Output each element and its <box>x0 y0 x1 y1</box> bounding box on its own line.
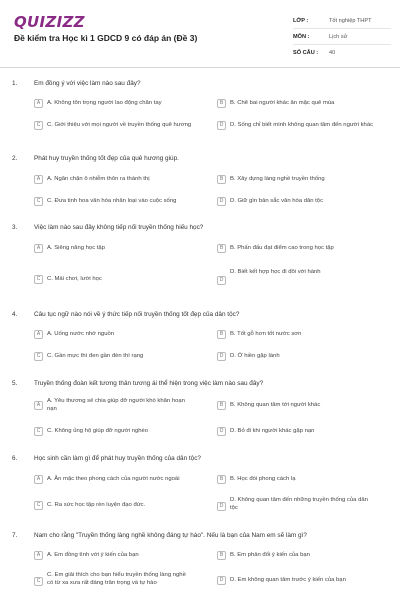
option-text: B. Xây dựng làng nghề truyền thống <box>230 176 325 182</box>
option-badge: D <box>217 197 226 206</box>
info-value: Lịch sử <box>329 33 348 40</box>
option-d[interactable] <box>217 353 375 361</box>
info-key: SỐ CÂU : <box>293 49 319 56</box>
option-badge: C <box>34 121 43 130</box>
option-badge: A <box>34 551 43 560</box>
option-text: C. Ra sức học tập rèn luyện đạo đức. <box>47 502 146 508</box>
option-a[interactable] <box>34 552 192 560</box>
option-text: A. Không tôn trọng người lao động chân tay <box>47 100 162 106</box>
option-text: D. Sống chỉ biết mình không quan tâm đến người khác <box>230 122 374 128</box>
option-d[interactable] <box>217 122 375 130</box>
question-number: 6. <box>12 455 18 462</box>
question-text: Việc làm nào sau đây không tiếp nối truyền thống hiếu học? <box>34 224 204 231</box>
option-b[interactable] <box>217 331 375 339</box>
option-badge: B <box>217 551 226 560</box>
option-badge: A <box>34 401 43 410</box>
option-badge: D <box>217 121 226 130</box>
question-number: 5. <box>12 380 18 387</box>
question-number: 2. <box>12 155 18 162</box>
info-row-class <box>293 13 391 29</box>
option-a[interactable] <box>34 476 192 484</box>
question-number: 7. <box>12 532 18 539</box>
question-number: 1. <box>12 80 18 87</box>
option-c[interactable] <box>34 353 192 361</box>
option-text: B. Chê bai người khác ăn mặc quê mùa <box>230 100 335 106</box>
option-text: A. Ngăn chặn ô nhiễm thôn ra thành thị <box>47 176 150 182</box>
option-text: B. Em phản đối ý kiến của bạn <box>230 552 310 558</box>
option-badge: A <box>34 244 43 253</box>
option-c[interactable] <box>34 122 192 130</box>
option-c[interactable] <box>34 198 192 206</box>
option-badge: A <box>34 330 43 339</box>
option-badge: C <box>34 577 43 586</box>
option-d[interactable] <box>217 428 375 436</box>
option-d[interactable] <box>217 198 375 206</box>
option-text: B. Phấn đấu đạt điểm cao trong học tập <box>230 245 334 251</box>
option-text: D. Em không quan tâm trước ý kiến của bạn <box>230 577 346 583</box>
option-text: C. Mải chơi, lười học <box>47 276 102 282</box>
option-badge: B <box>217 330 226 339</box>
option-c[interactable] <box>34 276 192 284</box>
option-text: D. Không quan tâm đến những truyền thống của dân tộc <box>230 497 368 511</box>
option-b[interactable] <box>217 402 375 410</box>
question-text: Nam cho rằng "Truyền thống làng nghề không đáng tự hào". Nếu là bạn của Nam em sẽ làm gì? <box>34 532 307 539</box>
header-divider <box>0 67 400 68</box>
option-text: A. Ăn mặc theo phong cách của người nước ngoài <box>47 476 180 482</box>
question-number: 4. <box>12 311 18 318</box>
option-b[interactable] <box>217 245 375 253</box>
option-text: B. Học đòi phong cách lạ <box>230 476 296 482</box>
option-badge: B <box>217 475 226 484</box>
option-a[interactable] <box>34 398 192 414</box>
option-badge: A <box>34 99 43 108</box>
info-value: Tốt nghiệp THPT <box>329 17 372 24</box>
option-text: C. Gần mực thì đen gần đèn thì rạng <box>47 353 144 359</box>
option-a[interactable] <box>34 331 192 339</box>
option-a[interactable] <box>34 245 192 253</box>
question-number: 3. <box>12 224 18 231</box>
option-badge: A <box>34 175 43 184</box>
info-panel <box>293 13 391 60</box>
option-text: A. Yêu thương sẻ chia giúp đỡ người khó khăn hoạn nạn <box>47 398 185 412</box>
question-text: Em đồng ý với việc làm nào sau đây? <box>34 80 141 87</box>
option-badge: D <box>217 576 226 585</box>
option-badge: B <box>217 244 226 253</box>
option-d[interactable] <box>217 577 375 585</box>
option-a[interactable] <box>34 176 192 184</box>
option-badge: B <box>217 401 226 410</box>
option-text: D. Giữ gìn bản sắc văn hóa dân tộc <box>230 198 324 204</box>
option-text: A. Siêng năng học tập <box>47 245 105 251</box>
option-badge: D <box>217 352 226 361</box>
question-text: Phát huy truyền thống tốt đẹp của quê hương giúp. <box>34 155 179 162</box>
option-badge: D <box>217 276 226 285</box>
option-text: D. Biết kết hợp học đi đôi với hành <box>230 269 321 275</box>
info-key: MÔN : <box>293 33 310 40</box>
page-title: Đề kiểm tra Học kì 1 GDCD 9 có đáp án (Đề 3) <box>14 33 198 43</box>
option-text: A. Em đồng tình với ý kiến của bạn <box>47 552 139 558</box>
option-text: C. Giới thiệu với mọi người về truyền thống quê hương <box>47 122 192 128</box>
option-badge: D <box>217 502 226 511</box>
option-badge: C <box>34 352 43 361</box>
option-badge: A <box>34 475 43 484</box>
info-value: 40 <box>329 49 336 56</box>
info-row-count <box>293 45 391 60</box>
option-text: C. Đưa tinh hoa văn hóa nhân loại vào cuộc sống <box>47 198 177 204</box>
option-a[interactable] <box>34 100 192 108</box>
option-badge: D <box>217 427 226 436</box>
option-c[interactable] <box>34 502 192 510</box>
question-text: Câu tục ngữ nào nói về ý thức tiếp nối truyền thống tốt đẹp của dân tộc? <box>34 311 240 318</box>
question-text: Truyền thống đoàn kết tương thân tương ái thể hiện trong việc làm nào sau đây? <box>34 380 264 387</box>
option-text: A. Uống nước nhớ nguồn <box>47 331 115 337</box>
option-d[interactable] <box>217 497 375 513</box>
option-badge: B <box>217 175 226 184</box>
option-b[interactable] <box>217 176 375 184</box>
option-badge: C <box>34 197 43 206</box>
option-text: C. Không ủng hộ giúp đỡ người nghèo <box>47 428 149 434</box>
info-row-subject <box>293 29 391 45</box>
option-text: D. Bỏ đi khi người khác gặp nạn <box>230 428 315 434</box>
option-badge: C <box>34 427 43 436</box>
option-badge: B <box>217 99 226 108</box>
option-text: D. Ở hiền gặp lành <box>230 353 280 359</box>
option-text: B. Tốt gỗ hơn tốt nước sơn <box>230 331 302 337</box>
option-d[interactable] <box>217 269 375 285</box>
option-c[interactable] <box>34 572 192 588</box>
quizizz-logo: QUIZIZZ <box>14 13 85 31</box>
option-text: C. Em giải thích cho bạn hiểu truyền thống làng nghề có từ xa xưa rất đáng trân trọng và tự hào <box>47 572 186 586</box>
option-b[interactable] <box>217 100 375 108</box>
option-c[interactable] <box>34 428 192 436</box>
option-text: B. Không quan tâm tới người khác <box>230 402 321 408</box>
option-b[interactable] <box>217 552 375 560</box>
question-text: Học sinh cần làm gì để phát huy truyền thống của dân tộc? <box>34 455 201 462</box>
option-badge: C <box>34 275 43 284</box>
option-b[interactable] <box>217 476 375 484</box>
option-badge: C <box>34 501 43 510</box>
info-key: LỚP : <box>293 17 309 24</box>
